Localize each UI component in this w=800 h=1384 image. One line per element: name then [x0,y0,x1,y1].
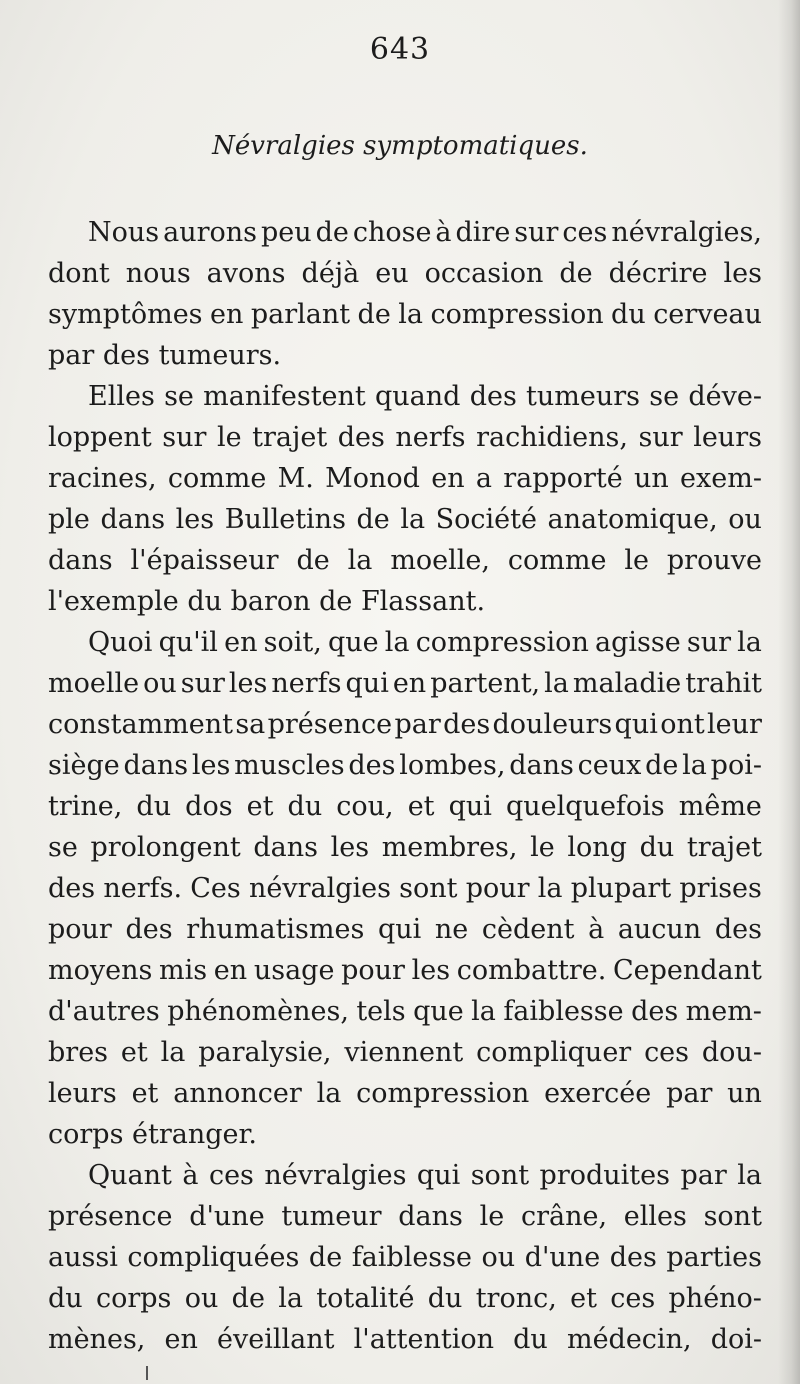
text-line: trine, du dos et du cou, et qui quelquefois même [48,791,762,822]
text-line: du corps ou de la totalité du tronc, et ces phéno- [48,1283,762,1314]
text-line: d'autres phénomènes, tels que la faiblesse des mem- [48,996,762,1027]
text-line: symptômes en parlant de la compression du cerveau [48,299,762,330]
page-number: 643 [369,32,431,67]
text-line: par des tumeurs. [48,340,282,371]
text-line: loppent sur le trajet des nerfs rachidiens, sur leurs [48,422,762,453]
text-line: mènes, en éveillant l'attention du médecin, doi- [48,1324,762,1355]
text-line: des nerfs. Ces névralgies sont pour la plupart prises [48,873,762,904]
text-line: leurs et annoncer la compression exercée par un [48,1078,762,1109]
page-edge-shadow [778,0,800,1384]
text-line: moyens mis en usage pour les combattre. Cependant [48,955,762,986]
text-line: Quant à ces névralgies qui sont produites par la [88,1160,762,1191]
section-title: Névralgies symptomatiques. [212,131,588,161]
text-line: se prolongent dans les membres, le long du trajet [48,832,762,863]
text-line: Quoi qu'il en soit, que la compression agisse sur la [88,627,762,658]
text-line: ple dans les Bulletins de la Société anatomique, ou [48,504,762,535]
text-line: racines, comme M. Monod en a rapporté un exem- [48,463,762,494]
text-line: l'exemple du baron de Flassant. [48,586,486,617]
print-mark [146,1366,148,1380]
body-text [48,212,762,1360]
text-line: Nous aurons peu de chose à dire sur ces névralgies, [88,217,762,248]
text-line: aussi compliquées de faiblesse ou d'une des parties [48,1242,762,1273]
text-line: corps étranger. [48,1119,258,1150]
text-line: bres et la paralysie, viennent compliquer ces dou- [48,1037,762,1068]
text-line: pour des rhumatismes qui ne cèdent à aucun des [48,914,762,945]
text-line: dans l'épaisseur de la moelle, comme le prouve [48,545,762,576]
text-line: siège dans les muscles des lombes, dans ceux de la poi- [48,750,762,781]
text-line: dont nous avons déjà eu occasion de décrire les [48,258,762,289]
text-line: moelle ou sur les nerfs qui en partent, la maladie trahit [48,668,762,699]
text-line: constamment sa présence par des douleurs qui ont leur [48,709,762,740]
text-line: Elles se manifestent quand des tumeurs se déve- [88,381,762,412]
text-line: présence d'une tumeur dans le crâne, elles sont [48,1201,762,1232]
